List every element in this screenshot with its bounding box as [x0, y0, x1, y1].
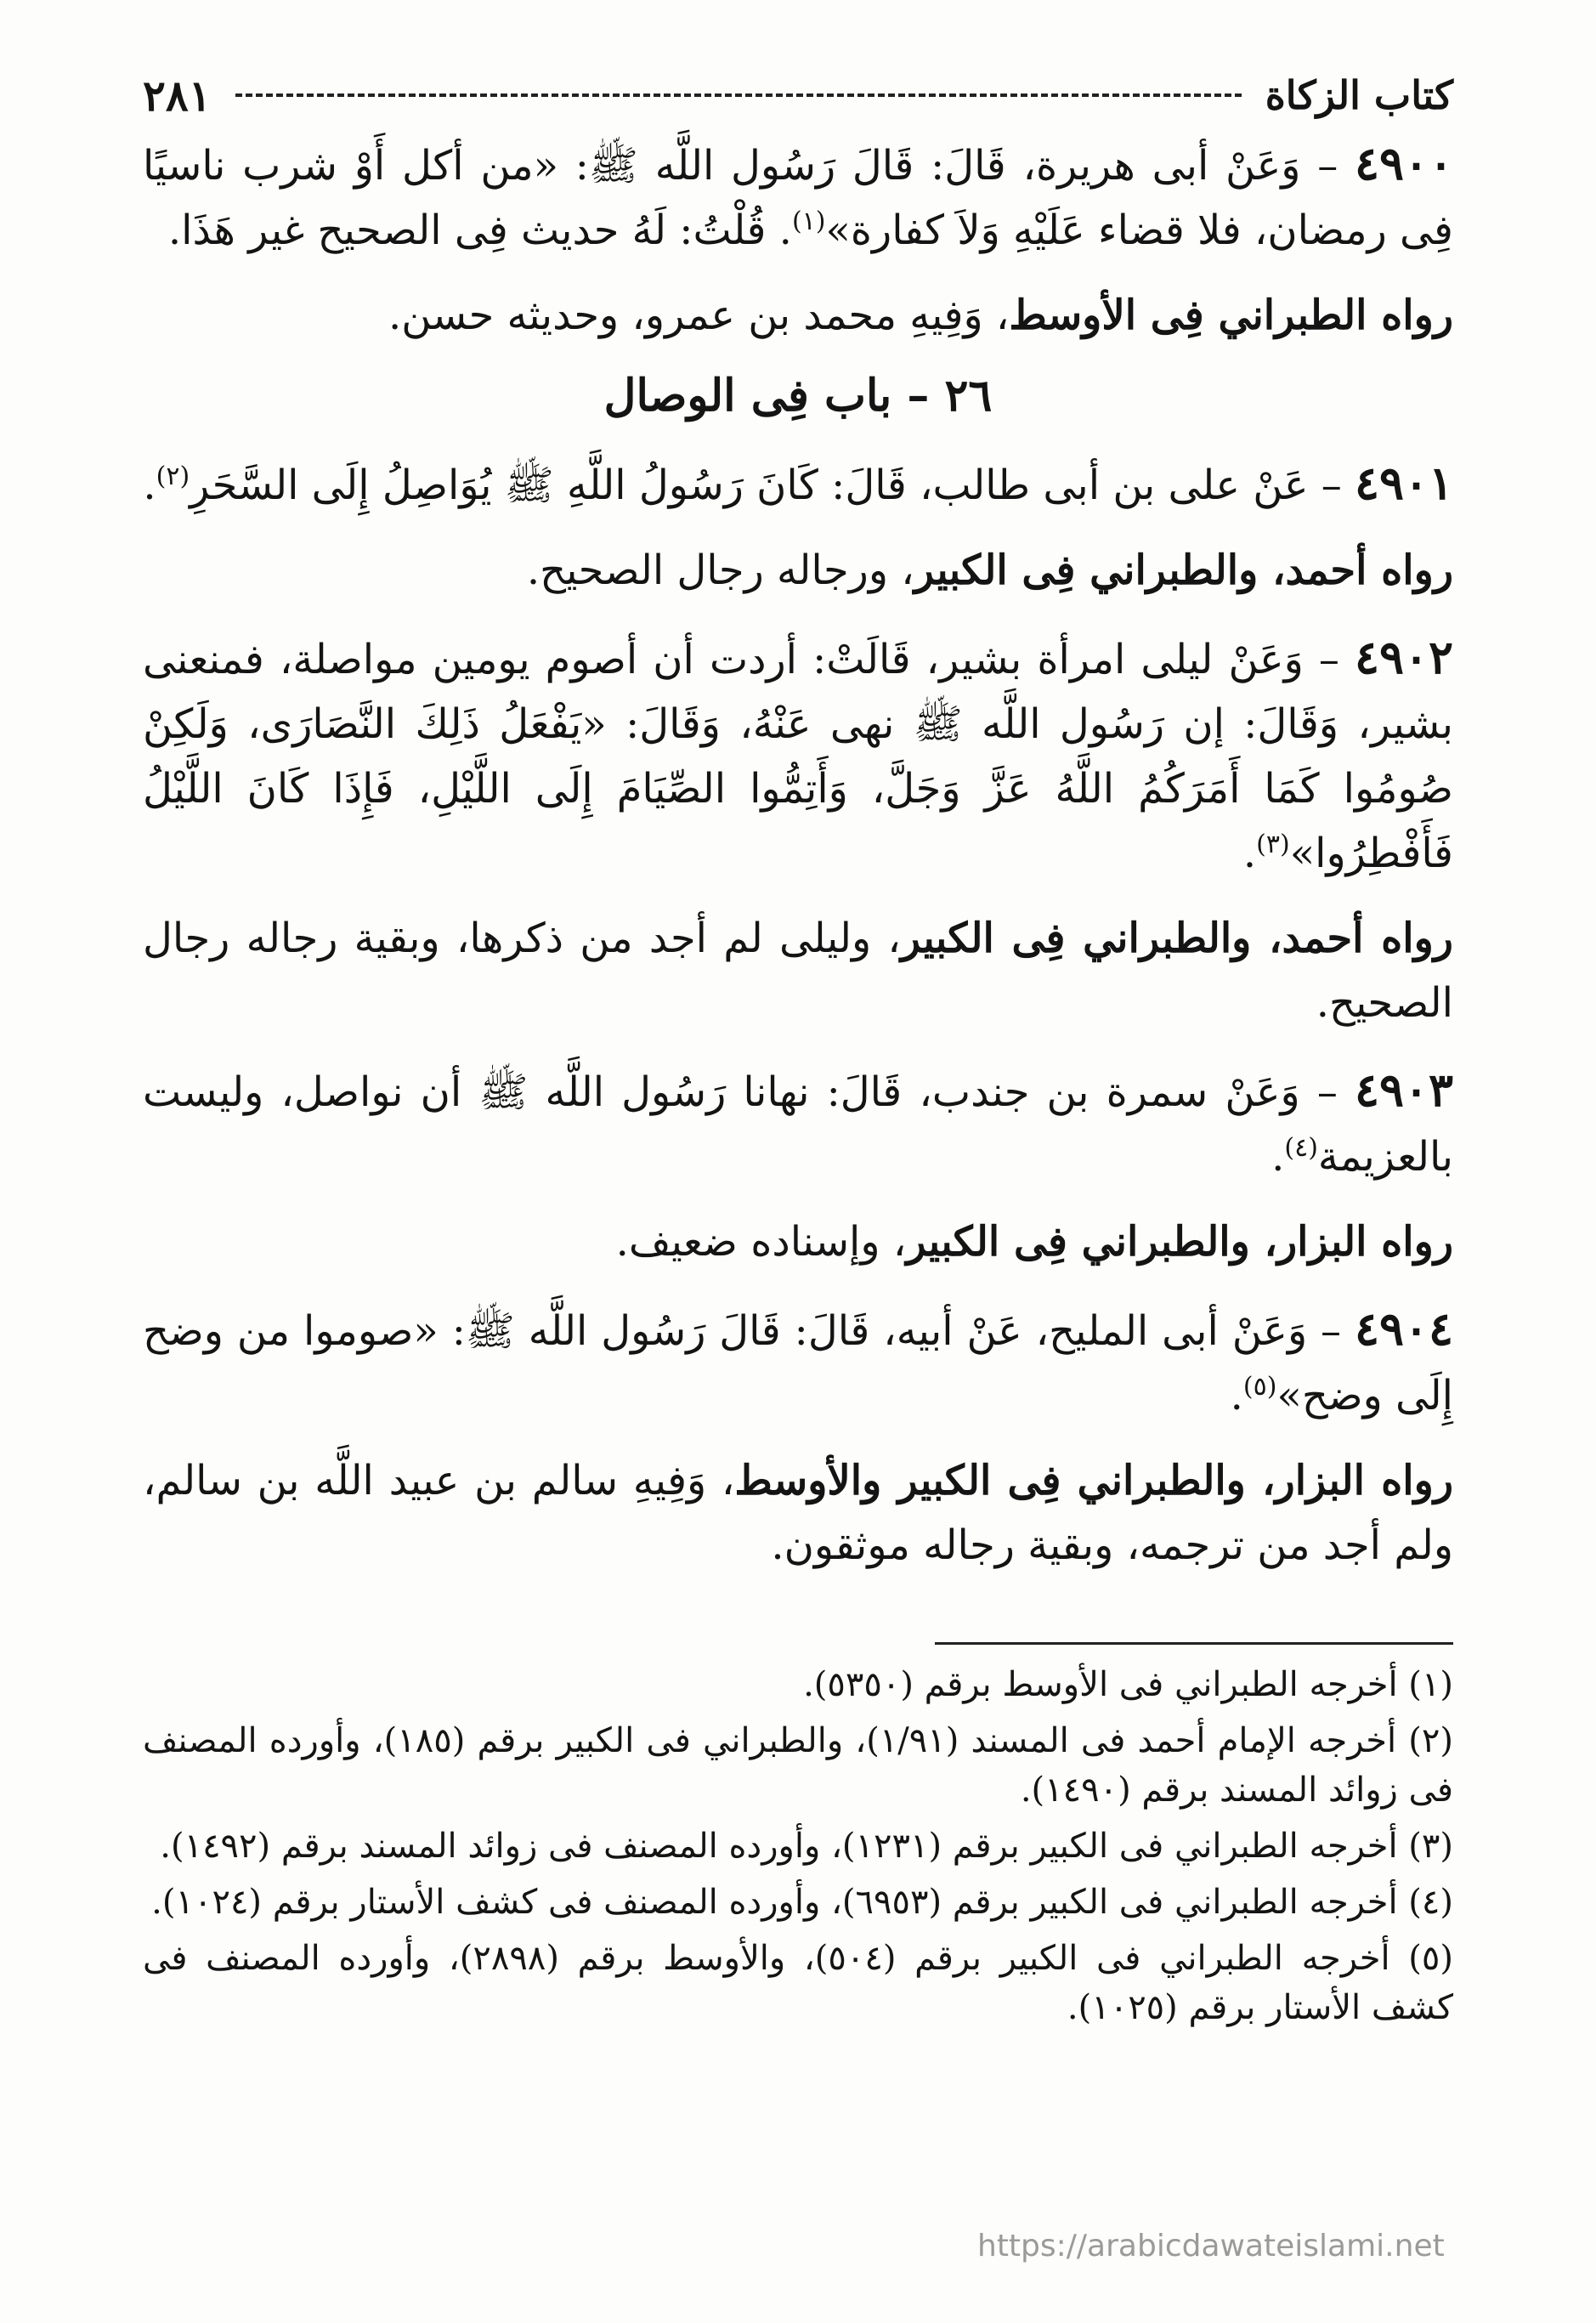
- source-rest: ، وَفِيهِ محمد بن عمرو، وحديثه حسن.: [388, 292, 1010, 339]
- chapter-heading: ٢٦ – باب فِى الوصال: [603, 370, 993, 422]
- hadith-text-after: . قُلْتُ: لَهُ حديث فِى الصحيح غير هَذَا.: [167, 207, 792, 254]
- hadith-4902: [143, 625, 1453, 886]
- hadith-text-after: .: [1242, 830, 1257, 877]
- hadith-text: – وَعَنْ أبى هريرة، قَالَ: قَالَ رَسُول اللَّه ﷺ: «من أكل أَوْ شرب ناسيًا فِى رمضان، فلا قضاء عَلَيْهِ وَلاَ كفارة»: [143, 142, 1453, 254]
- footnote-1: (١) أخرجه الطبراني فى الأوسط برقم (٥٣٥٠).: [803, 1665, 1453, 1704]
- source-bold: رواه البزار، والطبراني فِى الكبير: [906, 1218, 1453, 1266]
- footnote-2: (٢) أخرجه الإمام أحمد فى المسند (١/٩١)، والطبراني فى الكبير برقم (١٨٥)، وأورده المصنف فى زوائد المسند برقم (١٤٩٠).: [143, 1721, 1454, 1810]
- hadith-text: – وَعَنْ ليلى امرأة بشير، قَالَتْ: أردت أن أصوم يومين مواصلة، فمنعنى بشير، وَقَالَ: إن رَسُول اللَّه ﷺ نهى عَنْهُ، وَقَالَ: «يَفْعَلُ ذَلِكَ النَّصَارَى، وَلَكِنْ صُومُوا كَمَا أَمَرَكُمُ اللَّهُ عَزَّ وَجَلَّ، وَأَتِمُّوا الصِّيَامَ إِلَى اللَّيْلِ، فَإِذَا كَانَ اللَّيْلُ فَأَفْطِرُوا»: [143, 636, 1453, 877]
- header-dashed-rule: [235, 93, 1242, 97]
- footnote-ref: (٥): [1242, 1372, 1277, 1402]
- hadith-4901: [143, 450, 1453, 518]
- hadith-number: ٤٩٠١: [1354, 456, 1453, 510]
- footnote-ref: (٢): [156, 462, 190, 491]
- hadith-text-after: .: [1271, 1133, 1285, 1181]
- footnote-3: (٣) أخرجه الطبراني فى الكبير برقم (١٢٣١)، وأورده المصنف فى زوائد المسند برقم (١٤٩٢).: [160, 1827, 1453, 1866]
- footnote-ref: (١): [791, 207, 826, 236]
- source-bold: رواه أحمد، والطبراني فِى الكبير: [914, 547, 1453, 594]
- hadith-number: ٤٩٠٢: [1354, 630, 1453, 684]
- footnotes: [143, 1660, 1453, 2032]
- source-rest: ، وإسناده ضعيف.: [615, 1218, 907, 1266]
- hadith-text: – وَعَنْ سمرة بن جندب، قَالَ: نهانا رَسُول اللَّه ﷺ أن نواصل، وليست بالعزيمة: [143, 1068, 1453, 1181]
- hadith-4904-source: [143, 1448, 1453, 1578]
- book-title: كتاب الزكاة: [1265, 72, 1453, 118]
- hadith-number: ٤٩٠٠: [1354, 136, 1453, 190]
- main-text: [143, 131, 1453, 1578]
- hadith-text-after: .: [1230, 1372, 1243, 1419]
- source-rest: ، ورجاله رجال الصحيح.: [526, 547, 914, 594]
- footnote-divider: [935, 1642, 1453, 1645]
- watermark-url: https://arabicdawateislami.net: [977, 2229, 1445, 2264]
- source-bold: رواه الطبراني فِى الأوسط: [1009, 292, 1453, 339]
- hadith-text-after: .: [143, 462, 156, 509]
- hadith-4903-source: [143, 1210, 1453, 1274]
- hadith-4902-source: [143, 906, 1453, 1035]
- hadith-4904: [143, 1296, 1453, 1428]
- source-rest: ، وَفِيهِ سالم بن عبيد اللَّه بن سالم، ولم أجد من ترجمه، وبقية رجاله موثقون.: [143, 1457, 1453, 1569]
- source-bold: رواه البزار، والطبراني فِى الكبير والأوسط: [734, 1457, 1454, 1504]
- hadith-number: ٤٩٠٤: [1355, 1301, 1454, 1356]
- hadith-4900: [143, 131, 1453, 263]
- hadith-4903: [143, 1057, 1453, 1189]
- footnote-4: (٤) أخرجه الطبراني فى الكبير برقم (٦٩٥٣)، وأورده المصنف فى كشف الأستار برقم (١٠٢٤).: [151, 1883, 1453, 1922]
- footnote-ref: (٤): [1284, 1133, 1318, 1163]
- hadith-4901-source: [143, 538, 1453, 603]
- page-header: [143, 59, 1453, 131]
- hadith-text: – وَعَنْ أبى المليح، عَنْ أبيه، قَالَ: قَالَ رَسُول اللَّه ﷺ: «صوموا من وضح إِلَى وضح»: [143, 1307, 1453, 1419]
- hadith-text: – عَنْ على بن أبى طالب، قَالَ: كَانَ رَسُولُ اللَّهِ ﷺ يُوَاصِلُ إِلَى السَّحَرِ: [190, 462, 1342, 509]
- source-bold: رواه أحمد، والطبراني فِى الكبير: [900, 915, 1453, 962]
- hadith-number: ٤٩٠٣: [1354, 1062, 1453, 1117]
- footnote-ref: (٣): [1256, 830, 1290, 859]
- footnote-5: (٥) أخرجه الطبراني فى الكبير برقم (٥٠٤)، والأوسط برقم (٢٨٩٨)، وأورده المصنف فى كشف الأستار برقم (١٠٢٥).: [143, 1939, 1453, 2027]
- source-rest: ، وليلى لم أجد من ذكرها، وبقية رجاله رجال الصحيح.: [143, 915, 1453, 1027]
- hadith-4900-source: [143, 283, 1453, 348]
- page-number: ٢٨١: [143, 70, 212, 121]
